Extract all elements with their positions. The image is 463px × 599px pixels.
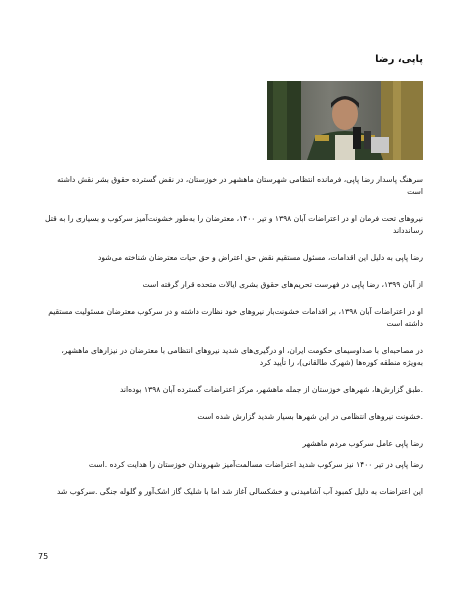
paragraph-6: در مصاحبه‌ای با صداوسیمای حکومت ایران، او درگیری‌های شدید نیروهای انتظامی با معترضان در نیزارهای ماهشهر، به‌ویژه منطقه کوره‌ها (شهرک طالقانی)، را تأیید کرد: [61, 346, 423, 367]
paragraph-11: این اعتراضات به دلیل کمبود آب آشامیدنی و خشکسالی آغاز شد اما با شلیک گاز اشک‌آور و گلوله جنگی .سرکوب شد: [56, 487, 423, 496]
page-number: 75: [38, 552, 49, 561]
portrait-photo-image: [267, 81, 423, 160]
paragraph-1: سرهنگ پاسدار رضا پاپی، فرمانده انتظامی شهرستان ماهشهر در خوزستان، در نقض گسترده حقوق بشر نقش داشته است: [57, 175, 423, 196]
paragraph-10: رضا پاپی در تیر ۱۴۰۰ نیز سرکوب شدید اعتراضات مسالمت‌آمیز شهروندان خوزستان را هدایت کرده .است: [88, 460, 423, 469]
body-text: [40, 174, 423, 513]
paragraph-9: رضا پاپی عامل سرکوب مردم ماهشهر: [302, 439, 423, 448]
page-title: پاپی، رضا: [375, 54, 423, 65]
paragraph-2: نیروهای تحت فرمان او در اعتراضات آبان ۱۳۹۸ و تیر ۱۴۰۰، معترضان را به‌طور خشونت‌آمیز سرکوب و بسیاری را به قتل رساندداند: [45, 214, 423, 235]
portrait-photo: [267, 81, 423, 160]
paragraph-4: از آبان ۱۳۹۹، رضا پاپی در فهرست تحریم‌های حقوق بشری ایالات متحده قرار گرفته است: [142, 280, 423, 289]
paragraph-5: او در اعتراضات آبان ۱۳۹۸، بر اقدامات خشونت‌بار نیروهای خود نظارت داشته و در سرکوب معترضان مسئولیت مستقیم داشته است: [48, 307, 423, 328]
paragraph-8: .خشونت نیروهای انتظامی در این شهرها بسیار شدید گزارش شده است: [197, 412, 423, 421]
paragraph-7: .طبق گزارش‌ها، شهرهای خوزستان از جمله ماهشهر، مرکز اعتراضات گسترده آبان ۱۳۹۸ بوده‌اند: [119, 385, 423, 394]
paragraph-3: رضا پاپی به دلیل این اقدامات، مسئول مستقیم نقض حق اعتراض و حق حیات معترضان شناخته می‌شود: [97, 253, 423, 262]
